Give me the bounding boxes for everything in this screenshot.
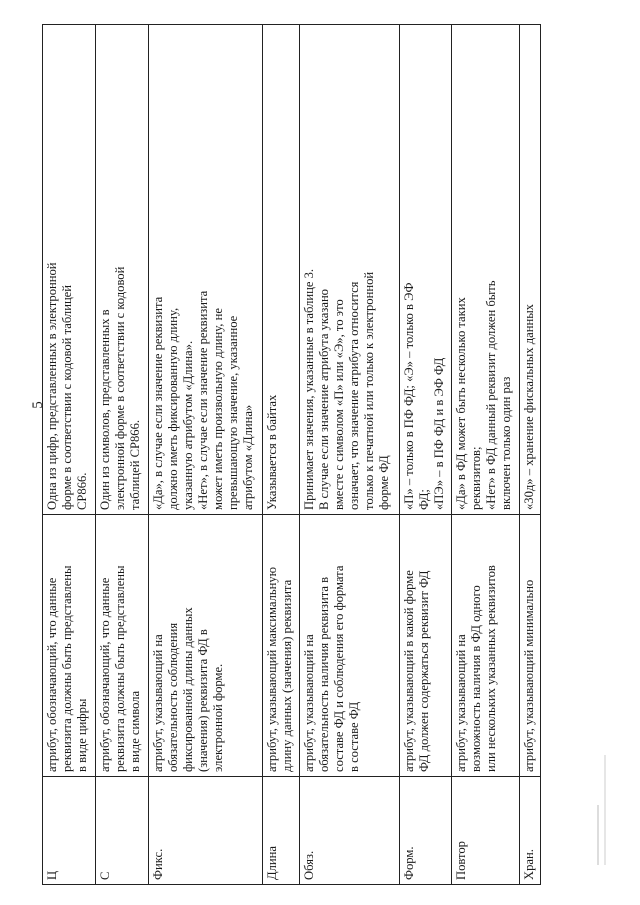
footer-stamp-marks <box>595 745 609 865</box>
text-line: в составе ФД <box>347 701 361 772</box>
text-line: превышающую значение, указанное <box>226 315 240 510</box>
attribute-description <box>263 515 300 777</box>
text-line: Одна из цифр, представленных в электронной <box>45 262 59 510</box>
table-row <box>149 25 263 885</box>
text-line: включен только один раз <box>499 376 513 510</box>
text-line: атрибут, указывающий минимально <box>522 579 536 772</box>
text-line: атрибут, указывающий на <box>454 634 468 772</box>
text-line: форме в соответствии с кодовой таблицей <box>60 284 74 510</box>
text-line: «Да» в ФД может быть несколько таких <box>454 297 468 510</box>
text-line: должно иметь фиксированную длину, <box>166 307 180 510</box>
text-line: ФД должен содержаться реквизит ФД <box>417 570 431 772</box>
text-line: (значения) реквизита ФД в <box>196 629 210 772</box>
text-line: обязательность соблюдения <box>166 622 180 772</box>
text-line: в виде символа <box>128 690 142 772</box>
text-line: фиксированной длины данных <box>181 607 195 772</box>
table-row <box>96 25 149 885</box>
text-line: «Нет» в ФД данный реквизит должен быть <box>484 280 498 510</box>
attribute-value <box>400 25 452 515</box>
text-line: может иметь произвольную длину, не <box>211 308 225 510</box>
table-row <box>43 25 96 885</box>
text-line: атрибут, указывающий в какой форме <box>402 570 416 772</box>
attributes-table-body <box>43 25 541 885</box>
attribute-value <box>300 25 400 515</box>
text-line: атрибут, указывающий на <box>151 634 165 772</box>
text-line: или нескольких указанных реквизитов <box>484 565 498 772</box>
text-line: «ПЭ» – в ПФ ФД и в ЭФ ФД <box>432 357 446 510</box>
text-line: В случае если значение атрибута указано <box>317 289 331 510</box>
text-line: только к печатной или только к электронной <box>362 271 376 510</box>
text-line: атрибут, обозначающий, что данные <box>45 577 59 772</box>
text-line: электронной форме в соответствии с кодовой <box>113 266 127 510</box>
text-line: атрибутом «Длина» <box>241 404 255 510</box>
attribute-description <box>400 515 452 777</box>
text-line: реквизита должны быть представлены <box>60 565 74 772</box>
page-number: 5 <box>30 401 46 409</box>
text-line: «Нет», в случае если значение реквизита <box>196 290 210 510</box>
attribute-name: Фикс. <box>149 777 263 885</box>
attribute-name: Повтор <box>452 777 520 885</box>
attribute-name: Хран. <box>520 777 541 885</box>
attribute-name: Ц <box>43 777 96 885</box>
text-line: форме ФД <box>377 455 391 510</box>
attribute-value <box>96 25 149 515</box>
text-line: длину данных (значения) реквизита <box>280 579 294 772</box>
attribute-description <box>520 515 541 777</box>
attribute-value <box>263 25 300 515</box>
table-row <box>520 25 541 885</box>
scan-footer-stamp <box>595 745 611 865</box>
text-line: в виде цифры <box>75 698 89 772</box>
attribute-description <box>149 515 263 777</box>
attributes-table <box>42 24 541 885</box>
table-row <box>300 25 400 885</box>
attribute-name: Длина <box>263 777 300 885</box>
attribute-name: С <box>96 777 149 885</box>
text-line: обязательность наличия реквизита в <box>317 576 331 772</box>
text-line: «Да», в случае если значение реквизита <box>151 296 165 510</box>
attribute-name: Обяз. <box>300 777 400 885</box>
attribute-name: Форм. <box>400 777 452 885</box>
text-line: ФД; <box>417 489 431 510</box>
text-line: Указывается в байтах <box>265 394 279 510</box>
attribute-value <box>43 25 96 515</box>
text-line: составе ФД и соблюдения его формата <box>332 565 346 772</box>
text-line: вместе с символом «П» или «Э», то это <box>332 299 346 510</box>
text-line: указанную атрибутом «Длина». <box>181 340 195 510</box>
attribute-description <box>300 515 400 777</box>
text-line: «П» – только в ПФ ФД; «Э» – только в ЭФ <box>402 282 416 510</box>
text-line: атрибут, обозначающий, что данные <box>98 577 112 772</box>
text-line: возможность наличия в ФД одного <box>469 585 483 772</box>
text-line: CP866. <box>75 472 89 510</box>
table-row <box>452 25 520 885</box>
attribute-value <box>520 25 541 515</box>
text-line: электронной форме. <box>211 663 225 772</box>
attribute-description <box>452 515 520 777</box>
text-line: реквизита должны быть представлены <box>113 565 127 772</box>
table-row <box>400 25 452 885</box>
attribute-value <box>452 25 520 515</box>
text-line: Принимает значения, указанные в таблице 3. <box>302 268 316 510</box>
table-row <box>263 25 300 885</box>
attribute-description <box>43 515 96 777</box>
text-line: «30д» – хранение фискальных данных <box>522 304 536 510</box>
attribute-description <box>96 515 149 777</box>
text-line: означает, что значение атрибута относится <box>347 281 361 510</box>
attribute-value <box>149 25 263 515</box>
text-line: атрибут, указывающий на <box>302 634 316 772</box>
text-line: Один из символов, представленных в <box>98 309 112 510</box>
text-line: атрибут, указывающий максимальную <box>265 566 279 772</box>
text-line: таблицей CP866. <box>128 419 142 510</box>
text-line: реквизитов; <box>469 446 483 510</box>
